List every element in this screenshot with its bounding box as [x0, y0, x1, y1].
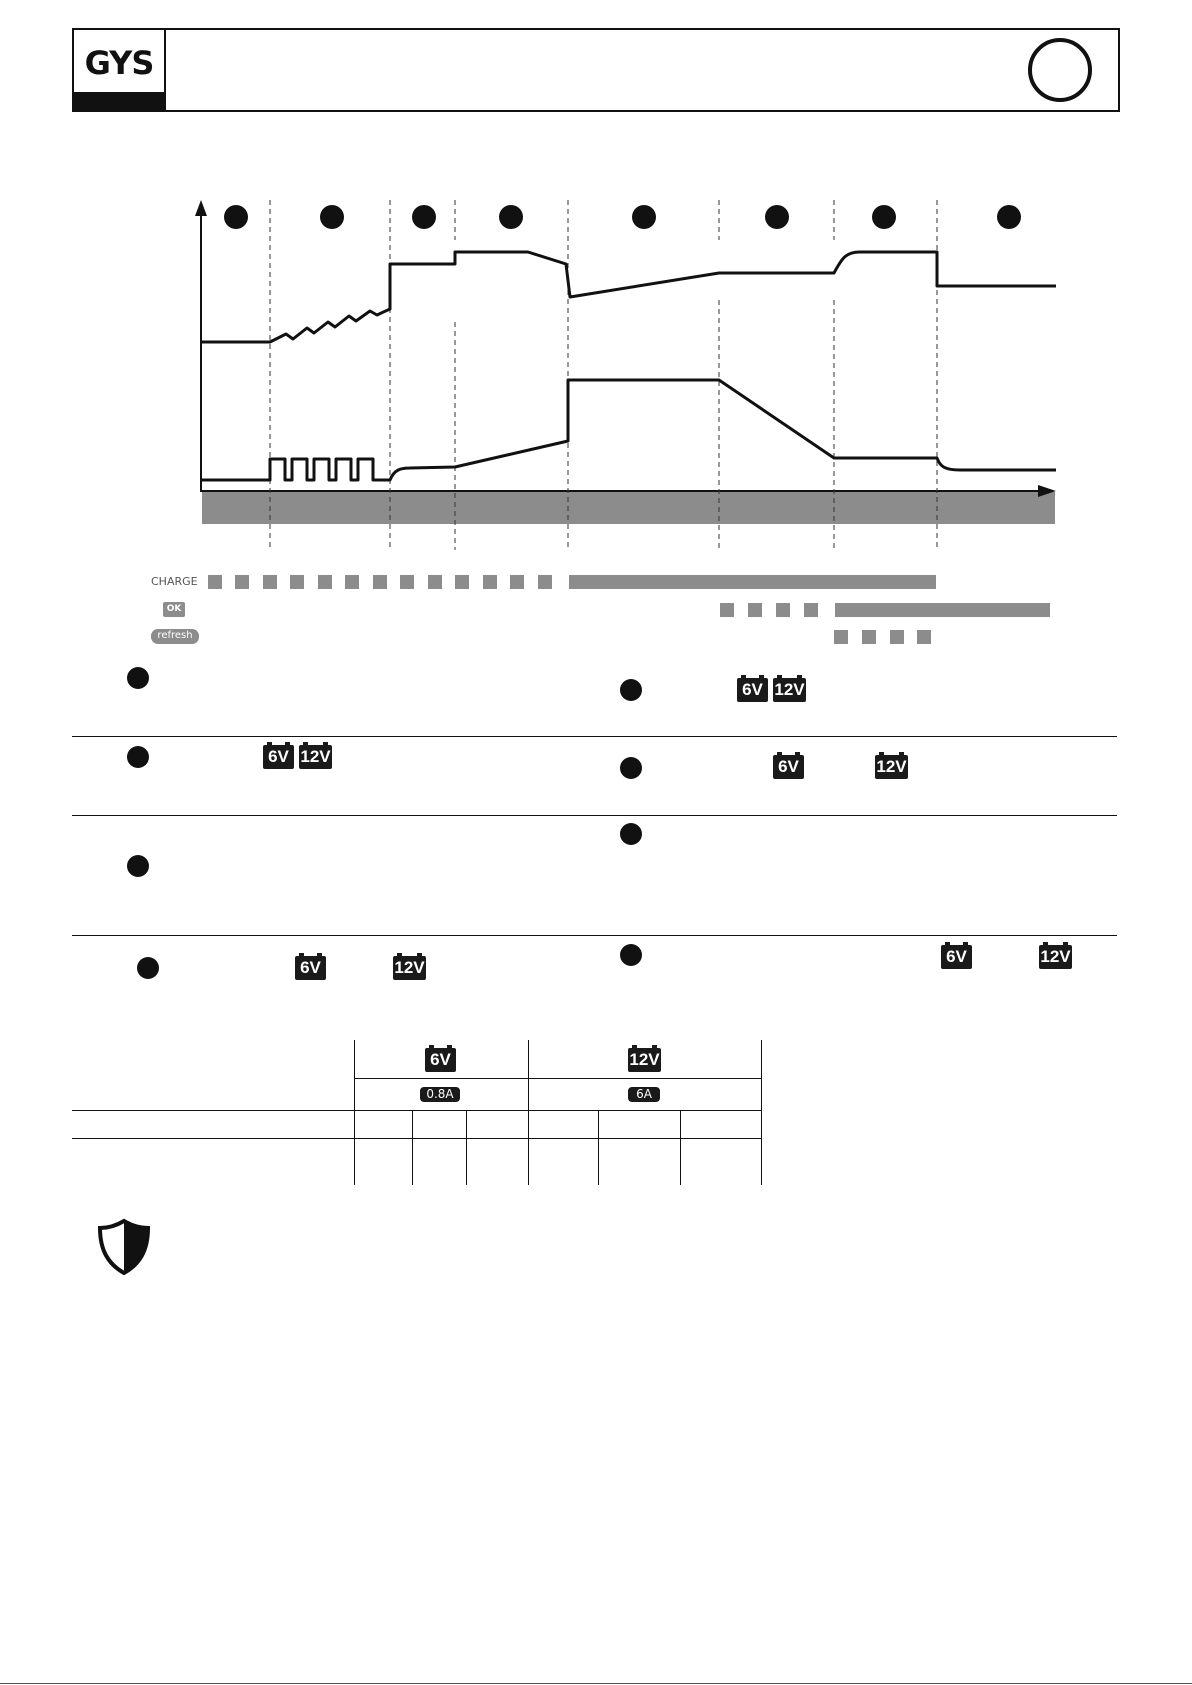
step-bullet [620, 679, 642, 701]
battery-6v-icon: 6V [773, 755, 804, 779]
battery-6v-icon: 6V [263, 745, 294, 769]
battery-6v-icon: 6V [737, 678, 768, 702]
table-12v-icon: 12V [628, 1048, 661, 1072]
phase-marker [320, 205, 344, 229]
battery-12v-icon: 12V [393, 956, 426, 980]
phase-marker [412, 205, 436, 229]
divider [72, 935, 1117, 936]
battery-12v-icon: 12V [299, 745, 332, 769]
charge-led-blinks [208, 575, 552, 589]
step-bullet [620, 944, 642, 966]
table-6v-icon: 6V [425, 1048, 456, 1072]
refresh-led-icon: refresh [151, 629, 199, 644]
shield-icon [96, 1218, 152, 1276]
step-bullet [127, 855, 149, 877]
page-bottom-rule [0, 1683, 1192, 1684]
voltage-curve [202, 252, 1056, 342]
y-axis-arrow [195, 200, 207, 216]
step-bullet [137, 957, 159, 979]
current-6a-badge: 6A [628, 1087, 660, 1102]
battery-12v-icon: 12V [1039, 945, 1072, 969]
charge-led-label: CHARGE [151, 575, 198, 588]
current-curve [202, 380, 1056, 480]
phase-marker [872, 205, 896, 229]
ok-led-icon: OK [163, 602, 185, 617]
led-timeline [0, 560, 1192, 650]
ok-led-steady [835, 603, 1050, 617]
step-bullet [127, 746, 149, 768]
step-bullet [127, 667, 149, 689]
phase-marker [765, 205, 789, 229]
refresh-led-blinks [834, 630, 931, 644]
battery-12v-icon: 12V [773, 678, 806, 702]
logo-text: GYS [84, 44, 154, 82]
phase-markers [224, 205, 1021, 229]
charge-led-steady [569, 575, 936, 589]
step-bullet [620, 757, 642, 779]
current-0-8a-badge: 0.8A [420, 1087, 460, 1102]
battery-6v-icon: 6V [295, 956, 326, 980]
time-axis-band [202, 492, 1055, 524]
divider [72, 815, 1117, 816]
phase-marker [499, 205, 523, 229]
battery-6v-icon: 6V [941, 945, 972, 969]
ok-led-blinks [720, 603, 818, 617]
divider [72, 736, 1117, 737]
battery-12v-icon: 12V [875, 755, 908, 779]
step-bullet [620, 823, 642, 845]
phase-marker [997, 205, 1021, 229]
phase-marker [224, 205, 248, 229]
phase-marker [632, 205, 656, 229]
